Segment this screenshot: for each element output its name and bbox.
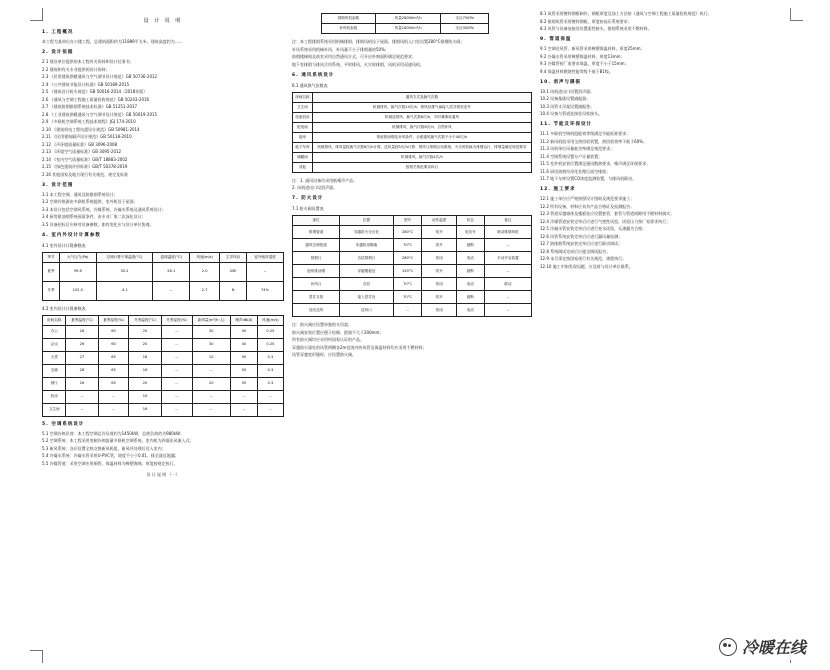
table-cell: 10 xyxy=(129,390,161,403)
table-cell: 18 xyxy=(129,351,161,364)
paragraph-list xyxy=(540,88,780,118)
table-cell: -- xyxy=(192,403,230,416)
paragraph-line: 9.4 保温材料燃烧性能等级不低于B1级。 xyxy=(540,68,613,74)
table-cell: 机械送排风，换气次数6次/h，平时兼事故通风 xyxy=(312,112,531,122)
table-row xyxy=(293,142,532,152)
paragraph-line: 补风系统采用机械补风，补风量不小于排烟量的50%； xyxy=(292,46,389,52)
table-cell: 设备机房 xyxy=(293,112,313,122)
table-cell: 风量18000m³/h xyxy=(375,24,440,34)
table-header-cell: 室外相对湿度 xyxy=(247,252,284,262)
table-row xyxy=(43,325,284,338)
paragraph-line: 5.4 冷凝水系统：冷凝水管采用U-PVC管，坡度不小于0.01，排至就近地漏； xyxy=(42,453,179,458)
table-cell: 通风空调管道 xyxy=(293,239,340,252)
table-cell: -- xyxy=(230,390,257,403)
table-cell: -- xyxy=(161,403,192,416)
table-cell: 穿越机房隔墙 xyxy=(340,239,394,252)
paragraph-line: 注：本工程排烟系统采用机械排烟，排烟风机设于屋面，排烟风机入口处设置280°C排烟防火阀； xyxy=(292,39,465,44)
section-heading: 11. 节能及环保设计 xyxy=(540,122,593,127)
table-header-cell: 动作温度 xyxy=(422,216,456,226)
paragraph-line: 5.3 新风系统：各层设置全热交换新风机组，新风经处理后送入室内； xyxy=(42,445,166,451)
paragraph-list xyxy=(292,321,532,358)
table-cell: 电动 xyxy=(456,252,484,265)
table-header-cell: 季节 xyxy=(43,252,60,262)
table-cell: 50 xyxy=(230,351,257,364)
table-cell: 冬季 xyxy=(43,281,60,300)
paragraph-line: 9.3 冷媒管按厂家要求保温，厚度不小于15mm； xyxy=(540,61,629,66)
paragraph-list xyxy=(540,195,780,270)
paragraph-line: 11.6 厨房油烟经净化处理后高空排放； xyxy=(540,168,611,174)
paragraph-line: 注：防火阀应设置单独的支吊架； xyxy=(292,322,352,327)
paragraph-line: 10.1 风机进出口设置消声器； xyxy=(540,88,595,94)
table-header-cell: 风速(m/s) xyxy=(190,252,220,262)
paragraph-line: 12.1 施工单位应严格按照设计图纸及规范要求施工； xyxy=(540,196,635,201)
table-cell: 全压350Pa xyxy=(441,24,488,34)
paragraph-line: 11.5 室外机安装位置满足通风散热要求，噪声满足环保要求； xyxy=(540,161,651,166)
table-cell: -- xyxy=(66,390,98,403)
table-row xyxy=(321,24,488,34)
table-row xyxy=(293,226,532,239)
paragraph-list xyxy=(540,130,780,182)
table-cell: -- xyxy=(393,304,422,317)
table-cell: 102.0 xyxy=(59,281,96,300)
table-cell: 26 xyxy=(66,377,98,390)
table-cell: 夏季 xyxy=(43,262,60,281)
table-header-row xyxy=(293,92,532,102)
paragraph-line: 12.8 系统调试完成后应提交调试报告； xyxy=(540,248,611,254)
table-cell: 餐厅 xyxy=(43,377,66,390)
table-cell: 70°C xyxy=(393,278,422,291)
paragraph-line: 11.2 新风机组采用全热回收装置，热回收效率不低于60%； xyxy=(540,138,648,144)
table-cell: 风量28000m³/h xyxy=(375,14,440,24)
table-cell: 熔断 xyxy=(456,265,484,278)
paragraph-line: 3.3 本设计包括空调风系统、冷媒系统、冷凝水系统及通风系统设计； xyxy=(42,206,166,212)
table-cell: N xyxy=(220,281,247,300)
table-cell: -- xyxy=(484,239,531,252)
table-cell: -- xyxy=(192,364,230,377)
section-heading: 2. 设计依据 xyxy=(42,50,74,55)
paragraph-line: 2.8 《工业建筑供暖通风与空气调节设计规范》GB 50019-2015 xyxy=(42,111,158,117)
paragraph-line: 12.9 未尽事宜按国家现行有关规范、规程执行； xyxy=(540,256,627,261)
watermark xyxy=(715,633,810,660)
paragraph-line: 11.1 多联机空调机组能效等级满足节能标准要求； xyxy=(540,131,631,136)
table-cell: -- xyxy=(98,390,129,403)
table-cell: 常开 xyxy=(422,226,456,239)
paragraph-line: 8.1 风管采用镀锌钢板制作，钢板厚度及加工方法按《通风与空调工程施工质量验收规范》执行； xyxy=(540,11,712,16)
table-cell: 16 xyxy=(129,403,161,416)
table-row xyxy=(293,252,532,265)
paragraph-line: 8.3 风管与设备连接处设置柔性接头，排烟系统采用不燃材料。 xyxy=(540,26,652,31)
table-cell: 150°C xyxy=(393,265,422,278)
table-cell: 全压750Pa xyxy=(441,14,488,24)
table-row xyxy=(43,364,284,377)
table-cell: 走廊 xyxy=(43,364,66,377)
paragraph-line: 5.1 空调冷热负荷：本工程空调总冷负荷约为1450kW，总热负荷约为980kW； xyxy=(42,430,184,436)
table-cell: 接入竖井处 xyxy=(340,291,394,304)
paragraph-line: 2.1 建设单位提供的本工程有关资料和设计任务书； xyxy=(42,59,134,64)
crop-mark-top-right xyxy=(790,8,803,21)
table-cell: 20 xyxy=(192,377,230,390)
table-cell: 常开 xyxy=(422,291,456,304)
table-cell: 20 xyxy=(129,377,161,390)
paragraph-line: 2.14 《室内空气质量标准》GB/T 18883-2002 xyxy=(42,156,128,162)
paragraph-line: 2.7 《建筑防烟排烟系统技术标准》GB 51251-2017 xyxy=(42,104,138,109)
table-header-row xyxy=(43,315,284,325)
table-cell: 50 xyxy=(230,377,257,390)
table-row xyxy=(43,377,284,390)
table-cell: 35.2 xyxy=(96,262,153,281)
table-cell: -- xyxy=(247,262,284,281)
table-cell: 按相关规范要求执行 xyxy=(312,162,531,172)
table-header-cell: 大气压力(Pa) xyxy=(59,252,96,262)
ventilation-table xyxy=(292,92,532,173)
section-heading: 1. 工程概况 xyxy=(42,30,74,35)
section-heading: 5. 空调系统设计 xyxy=(42,421,85,427)
table-cell: 常开 xyxy=(422,239,456,252)
doc-title: 设 计 说 明 xyxy=(143,18,183,24)
paragraph-line: 5.5 冷媒管道：采用空调专用铜管，保温材料为橡塑海绵，厚度按规定执行。 xyxy=(42,460,178,466)
column-3 xyxy=(540,10,780,662)
table-cell: -- xyxy=(484,291,531,304)
column-2 xyxy=(292,10,532,662)
paragraph-line: 11.7 地下车库设置CO浓度监测装置，与排风机联动。 xyxy=(540,176,637,181)
table-cell: -- xyxy=(161,390,192,403)
table-header-cell: 新风量(m³/h·人) xyxy=(192,315,230,325)
table-cell: 手动开启装置 xyxy=(484,252,531,265)
paragraph-list xyxy=(540,10,780,32)
table-cell: 联动排烟风机 xyxy=(484,226,531,239)
table-header-cell: 通风方式及换气次数 xyxy=(312,92,531,102)
paragraph-line: 2.15 《绿色建筑评价标准》GB/T 50378-2019 xyxy=(42,164,128,169)
table-cell: SSE xyxy=(220,262,247,281)
table-cell: 40 xyxy=(230,338,257,351)
table-cell: 储藏间 xyxy=(293,152,313,162)
table-cell: 其他 xyxy=(293,162,313,172)
table-header-cell: 房间名称 xyxy=(293,92,313,102)
table-cell: 加压送风 xyxy=(293,304,340,317)
table-cell: 机房 xyxy=(43,390,66,403)
table-cell: 送风口 xyxy=(340,304,394,317)
table-cell: 30 xyxy=(192,325,230,338)
paragraph-line: 12.10 施工中如发现问题，应及时与设计单位联系。 xyxy=(540,263,633,269)
paragraph-list xyxy=(292,177,532,192)
table-cell: 10 xyxy=(192,351,230,364)
table-cell: 0.3 xyxy=(257,364,283,377)
wechat-icon xyxy=(719,638,737,656)
paragraph-line: 12.2 所有设备、材料应具有产品合格证及检测报告； xyxy=(540,203,635,209)
table-cell: -- xyxy=(153,281,190,300)
indoor-params-table xyxy=(42,315,284,417)
paragraph-line: 防火阀安装位置应便于检修，距墙不大于200mm； xyxy=(292,329,384,335)
table-row xyxy=(293,304,532,317)
table-cell: 补风机参数 xyxy=(321,24,375,34)
paragraph-line: 2.4 《公共建筑节能设计标准》GB 50189-2015 xyxy=(42,81,130,87)
table-header-cell: 主导风向 xyxy=(220,252,247,262)
table-cell: 厨房 xyxy=(293,132,313,142)
table-cell: 16 xyxy=(129,364,161,377)
paragraph-line: 3.1 本工程空调、通风及防排烟系统设计； xyxy=(42,191,118,197)
paragraph-list xyxy=(540,45,780,75)
table-cell: 26 xyxy=(66,325,98,338)
paragraph-list xyxy=(42,191,284,228)
table-cell: 常闭 xyxy=(422,304,456,317)
table-cell: 0.25 xyxy=(257,338,283,351)
table-cell: 60 xyxy=(98,338,129,351)
table-header-row xyxy=(293,216,532,226)
table-row xyxy=(293,162,532,172)
paragraph-line: 2.10 《建筑机电工程抗震设计规范》GB 50981-2014 xyxy=(42,126,140,132)
table-cell: -- xyxy=(161,338,192,351)
table-cell: -- xyxy=(484,304,531,317)
paragraph-line: 3.2 空调冷热源由多联机系统提供，室外机设于屋面； xyxy=(42,199,138,204)
section-heading: 12. 施工要求 xyxy=(540,187,576,192)
table-header-cell: 空调计算干球温度(°C) xyxy=(96,252,153,262)
table-header-cell: 风速(m/s) xyxy=(257,315,283,325)
table-cell: 常闭 xyxy=(422,278,456,291)
table-cell: 预留排油烟及补风条件，全面通风换气次数不小于40次/h xyxy=(312,132,531,142)
table-cell: 电动 xyxy=(456,304,484,317)
table-header-cell: 房间名称 xyxy=(43,315,66,325)
table-row xyxy=(293,239,532,252)
table-cell: 28.1 xyxy=(153,262,190,281)
table-cell: 70°C xyxy=(393,291,422,304)
table-cell: 地下车库 xyxy=(293,142,313,152)
paragraph-line: 穿越防火墙处的风管两侧各2m范围内的风管及保温材料均应采用不燃材料； xyxy=(292,344,427,350)
table-label: 6.1 通风换气次数表 xyxy=(292,82,328,88)
paragraph-line: 10.2 设备基础设置减振器； xyxy=(540,96,591,101)
section-heading: 10. 消声与隔振 xyxy=(540,79,582,85)
table-row xyxy=(43,262,284,281)
paragraph-line: 2.13 《环境空气质量标准》GB 3095-2012 xyxy=(42,149,122,154)
table-cell: 熔断 xyxy=(456,239,484,252)
table-header-cell: 位置 xyxy=(340,216,394,226)
section-heading: 6. 通风系统设计 xyxy=(292,72,335,78)
table-cell: 电动 xyxy=(456,278,484,291)
table-cell: 卫生间 xyxy=(43,403,66,416)
table-row xyxy=(43,390,284,403)
paragraph-line: 2.5 《建筑设计防火规范》GB 50016-2014（2018年版） xyxy=(42,89,148,94)
table-cell: -- xyxy=(230,403,257,416)
table-cell: 28 xyxy=(66,364,98,377)
table-header-cell: 夏季温度(°C) xyxy=(66,315,98,325)
table-header-cell: 冬季湿度(%) xyxy=(161,315,192,325)
table-cell: 补风口 xyxy=(293,278,340,291)
table-cell: 60 xyxy=(98,325,129,338)
table-row xyxy=(293,102,532,112)
table-cell: 穿越楼板处 xyxy=(340,265,394,278)
table-label: 7.1 防火阀设置表 xyxy=(292,206,324,211)
fire-damper-table xyxy=(292,215,532,317)
table-cell: 办公 xyxy=(43,325,66,338)
paragraph-line: 10.3 风管支吊架设置减振垫； xyxy=(540,103,595,109)
paragraph-line: 2. 风机进出口设消声器。 xyxy=(292,185,338,190)
table-cell: 30 xyxy=(192,338,230,351)
table-row xyxy=(43,351,284,364)
table-cell: 各层 xyxy=(340,278,394,291)
table-header-cell: 状态 xyxy=(456,216,484,226)
table-cell: 配电间 xyxy=(293,122,313,132)
outdoor-params-table xyxy=(42,252,284,301)
table-cell: -- xyxy=(161,364,192,377)
table-cell: 65 xyxy=(98,364,129,377)
table-cell: -- xyxy=(98,403,129,416)
paragraph-line: 2.9 《多联机空调系统工程技术规程》JGJ 174-2010 xyxy=(42,119,136,124)
paragraph-line: 9.2 冷凝水管采用橡塑保温材料，厚度13mm； xyxy=(540,53,625,59)
table-row xyxy=(293,112,532,122)
paragraph-line: 11.4 空调系统设置分户计量装置； xyxy=(540,153,603,159)
table-cell: 排烟管道 xyxy=(293,226,340,239)
section-heading: 9. 管道保温 xyxy=(540,37,572,42)
table-cell: 0.3 xyxy=(257,351,283,364)
table-cell: 280°C xyxy=(393,252,422,265)
table-row xyxy=(43,338,284,351)
table-cell: 常闭 xyxy=(422,252,456,265)
paragraph-line: 2.11 《民用建筑隔声设计规范》GB 50118-2010 xyxy=(42,134,132,139)
table-cell: 排烟风机参数 xyxy=(321,14,375,24)
paragraph-line: 2.2 建筑和有关专业提供的设计资料； xyxy=(42,66,110,72)
table-cell: 0.3 xyxy=(257,377,283,390)
table-row xyxy=(321,14,488,24)
table-header-cell: 备注 xyxy=(484,216,531,226)
table-row xyxy=(293,278,532,291)
table-header-cell: 型号 xyxy=(393,216,422,226)
paragraph-line: 防烟楼梯间及前室采用自然通风方式，可开启外窗面积满足规范要求； xyxy=(292,54,416,59)
paragraph-line: 12.5 冷凝水管安装完毕后应进行充水试验，无渗漏为合格； xyxy=(540,226,647,231)
table-label: 4.2 室内设计计算参数表 xyxy=(42,305,86,311)
paragraph-list xyxy=(42,38,284,45)
paragraph-line: 3.4 厨房排油烟系统预留条件，由专业厂家二次深化设计； xyxy=(42,214,146,219)
table-cell: 27 xyxy=(66,351,98,364)
table-cell: 20 xyxy=(129,338,161,351)
table-cell: 机械排风，换气次数10次/h，排风经排气扇接入竖井排至室外 xyxy=(312,102,531,112)
table-cell: -- xyxy=(161,377,192,390)
table-cell: 65 xyxy=(98,377,129,390)
paragraph-list xyxy=(292,38,532,68)
table-cell: 70°C xyxy=(393,239,422,252)
paragraph-line: 注：1. 通风设备均采用低噪声产品； xyxy=(292,177,358,183)
paragraph-line: 本工程为某单位办公楼工程，总建筑面积约为11889平方米，建筑高度约为…… xyxy=(42,39,183,44)
table-header-cell: 夏季湿度(%) xyxy=(98,315,129,325)
table-cell: 20 xyxy=(129,325,161,338)
column-1 xyxy=(42,10,284,662)
paragraph-line: 11.3 风机单位风量耗功率满足规范要求； xyxy=(540,146,615,151)
table-cell: -- xyxy=(484,265,531,278)
page-footer: 设 计 说 明 （一） xyxy=(146,471,180,477)
table-cell: 机械排风，换气次数6次/h，自然补风 xyxy=(312,122,531,132)
table-cell: 厨房排油烟 xyxy=(293,265,340,278)
table-row xyxy=(43,281,284,300)
paragraph-line: 8.2 排烟风管采用镀锌钢板，厚度按高压系统要求； xyxy=(540,18,632,24)
table-cell: -- xyxy=(161,325,192,338)
table-row xyxy=(293,122,532,132)
paragraph-line: 地下室排烟与排风合用系统，平时排风，火灾时排烟，风机采用双速风机。 xyxy=(292,61,424,67)
paragraph-line: 2.16 其他国家及地方现行有关规范、规定及标准 xyxy=(42,171,129,177)
paragraph-line: 所有防火阀均应采用经国家认证的产品。 xyxy=(292,337,364,342)
section-heading: 4. 室内外设计计算参数 xyxy=(42,232,101,238)
paragraph-line: 风管穿越变形缝时，应设置防火阀。 xyxy=(292,352,356,357)
table-header-row xyxy=(43,252,284,262)
table-header-cell: 部位 xyxy=(293,216,340,226)
table-cell: -- xyxy=(192,390,230,403)
paragraph-list xyxy=(42,58,284,178)
table-cell: 65 xyxy=(98,351,129,364)
paragraph-line: 9.1 空调送风管、新风管采用橡塑保温材料，厚度25mm； xyxy=(540,46,645,51)
table-cell: -- xyxy=(257,403,283,416)
paragraph-list xyxy=(42,430,284,467)
fan-params-table xyxy=(321,13,489,34)
paragraph-line: 2.6 《通风与空调工程施工质量验收规范》GB 50243-2016 xyxy=(42,96,150,102)
table-cell: 26 xyxy=(66,338,98,351)
table-cell: -4.1 xyxy=(96,281,153,300)
table-row xyxy=(293,132,532,142)
table-cell: 联动 xyxy=(484,278,531,291)
table-cell: 99.8 xyxy=(59,262,96,281)
table-cell: 穿越防火分区处 xyxy=(340,226,394,239)
table-cell: -- xyxy=(257,390,283,403)
table-row xyxy=(43,403,284,416)
paragraph-line: 2.3 《民用建筑供暖通风与空气调节设计规范》GB 50736-2012 xyxy=(42,74,158,79)
table-cell: 各层排烟口 xyxy=(340,252,394,265)
table-cell: 45 xyxy=(230,325,257,338)
paragraph-line: 12.4 冷媒管道安装完毕后应进行气密性试验，试验压力按厂家要求执行； xyxy=(540,218,671,224)
paragraph-line: 12.6 风管系统安装完毕后应进行漏风量检测； xyxy=(540,233,623,239)
table-row xyxy=(293,291,532,304)
table-cell: 74% xyxy=(247,281,284,300)
table-row xyxy=(293,265,532,278)
table-header-cell: 冬季温度(°C) xyxy=(129,315,161,325)
paragraph-line: 12.3 管道穿越墙体及楼板处应设置套管，套管与管道间隙用不燃材料填实； xyxy=(540,211,675,216)
table-cell: 电信号 xyxy=(456,226,484,239)
paragraph-line: 3.5 设备招标后应核对设备参数，如有变化应与设计单位协商。 xyxy=(42,221,154,227)
section-heading: 3. 设计范围 xyxy=(42,182,74,188)
table-cell: 2.0 xyxy=(190,262,220,281)
table-cell: -- xyxy=(66,403,98,416)
paragraph-line: 10.4 设备与管道连接处设软接头。 xyxy=(540,111,603,116)
table-cell: 大堂 xyxy=(43,351,66,364)
table-cell: 280°C xyxy=(393,226,422,239)
table-cell: 卫生间 xyxy=(293,102,313,112)
table-cell: -- xyxy=(161,351,192,364)
table-header-cell: 噪声dB(A) xyxy=(230,315,257,325)
table-cell: 50 xyxy=(230,364,257,377)
paragraph-line: 12.7 防排烟系统安装完毕后应进行联动调试； xyxy=(540,241,623,246)
table-cell: 机械排风，排风量按换气次数6次/h计算，送风量按5次/h计算；排风与排烟合用系统，火灾时转换为排烟运行，排烟量满足规范要求 xyxy=(312,142,531,152)
paragraph-line: 5.2 空调系统：本工程采用变制冷剂流量多联机空调系统，室内机为四面出风嵌入式； xyxy=(42,438,194,443)
table-row xyxy=(293,152,532,162)
table-cell: 机械排风，换气次数4次/h xyxy=(312,152,531,162)
table-cell: 熔断 xyxy=(456,291,484,304)
table-header-cell: 湿球温度(°C) xyxy=(153,252,190,262)
table-cell: 0.25 xyxy=(257,325,283,338)
paragraph-line: 2.12 《声环境质量标准》GB 3096-2008 xyxy=(42,141,118,147)
table-cell: 常开 xyxy=(422,265,456,278)
table-cell: 竖井支管 xyxy=(293,291,340,304)
table-cell: 会议 xyxy=(43,338,66,351)
table-label: 4.1 室外设计计算参数表 xyxy=(42,242,86,248)
table-cell: 排烟口 xyxy=(293,252,340,265)
table-cell: 2.7 xyxy=(190,281,220,300)
section-heading: 7. 防火设计 xyxy=(292,196,324,201)
watermark-text: 冷暖在线 xyxy=(741,638,806,657)
